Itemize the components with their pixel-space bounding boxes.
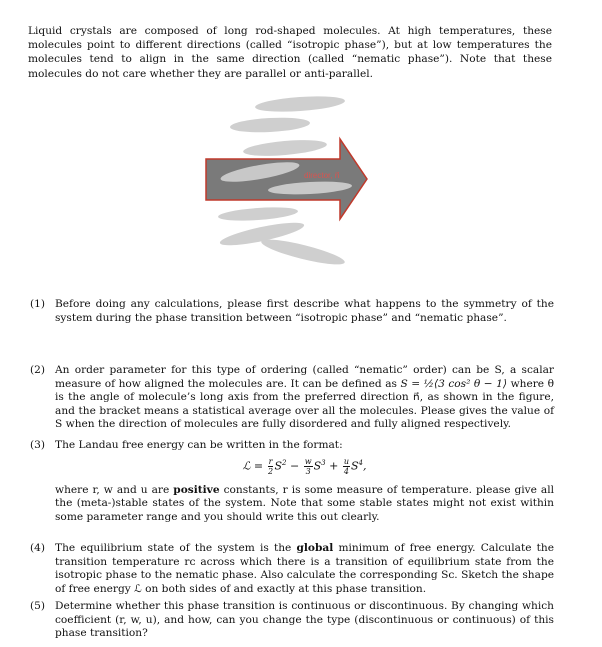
question-text: An order parameter for this type of ordering (called “nematic” order) can be S, a scalar measure of how aligned the molecules are. It can be defined as S = ½⟨3 cos² θ − 1⟩ where θ is the angle of molecule’s long axis from the preferred direction n⃗, as shown in the figure, and the bracket means a statistical average over all the molecules. Please gives the value of S when the direction of molecules are fully disordered and fully aligned respectively. [55, 364, 554, 431]
molecule [218, 205, 299, 223]
landau-free-energy-equation: ℒ = $\frac{r}{2}$ $S^2$ − $\frac{w}{3}$ $S^3$ + $\frac{u}{4}$ $S^4$, [242, 456, 367, 476]
question-number: (2) [30, 364, 46, 376]
order-parameter-formula: S = ½⟨3 cos² θ − 1⟩ [400, 377, 508, 390]
question-2 [30, 364, 554, 432]
question-number: (4) [30, 542, 46, 554]
question-number: (5) [30, 600, 46, 612]
intro-paragraph: Liquid crystals are composed of long rod-shaped molecules. At high temperatures, these molecules point to different directions (called “isotropic phase”), but at low temperatures the molecules tend to align in the same direction (called “nematic phase”). Note that these molecules do not care whether they are parallel or anti-parallel. [28, 25, 552, 80]
molecule [260, 235, 347, 269]
question-number: (1) [30, 298, 46, 310]
question-text: Before doing any calculations, please first describe what happens to the symmetry of the system during the phase transition between “isotropic phase” and “nematic phase”. [55, 298, 554, 324]
molecule [230, 116, 311, 134]
question-1 [30, 298, 554, 325]
question-3 [30, 439, 554, 525]
question-4 [30, 542, 554, 596]
question-5 [30, 600, 554, 641]
molecule [255, 94, 346, 114]
question-text: Determine whether this phase transition is continuous or discontinuous. By changing which coefficient (r, w, u), and how, can you change the type (discontinuous or continuous) of this phase transition? [55, 600, 554, 640]
question-text: The Landau free energy can be written in the format: ℒ = $\frac{r}{2}$ $S^2$ − $\frac{w}{3}$ $S^3$ + $\frac{u}{4}$ $S^4$, where r, w and u are positive constants, r is some measure of temperature. please give all the (meta-)stable states of the system. Note that some stable states might not exist within some parameter range and you should write this out clearly. [55, 439, 555, 523]
question-number: (3) [30, 439, 46, 451]
director-label: director, n⃗ [304, 171, 340, 180]
molecule [243, 137, 328, 158]
liquid-crystal-figure [200, 92, 390, 272]
question-text: The equilibrium state of the system is the global minimum of free energy. Calculate the transition temperature rᴄ across which there is a transition of equilibrium state from the isotropic phase to the nematic phase. Also calculate the corresponding Sᴄ. Sketch the shape of free energy ℒ on both sides of and exactly at this phase transition. [55, 542, 555, 595]
